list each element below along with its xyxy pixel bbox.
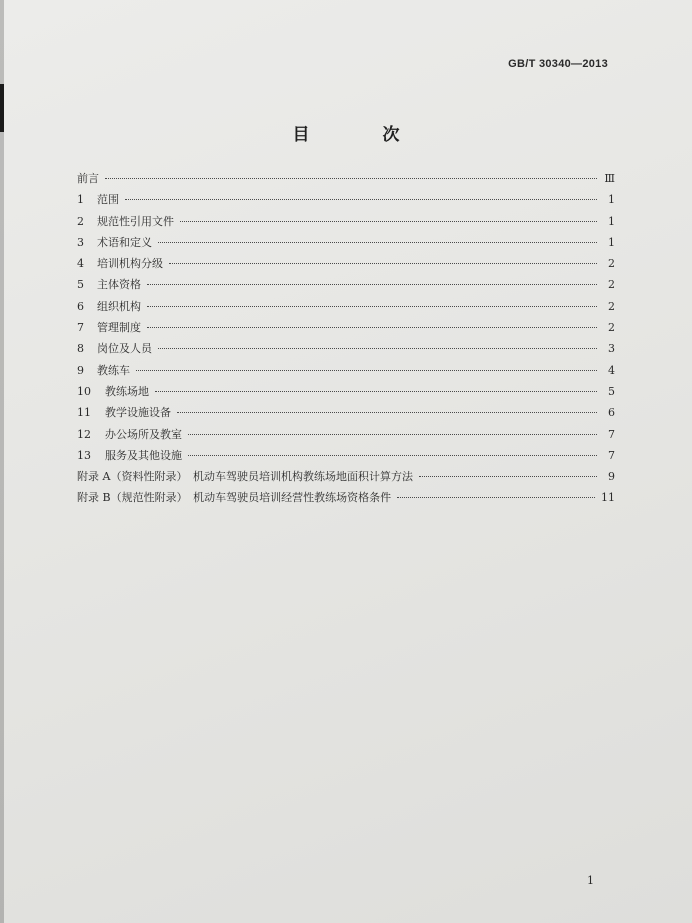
toc-entry-number: 5 xyxy=(77,278,84,292)
toc-entry-appendix-a[interactable] xyxy=(77,466,615,487)
toc-entry-title: 办公场所及教室 xyxy=(105,427,182,441)
toc-entry-title: 术语和定义 xyxy=(97,235,152,249)
toc-leader-dots xyxy=(188,434,597,435)
toc-entry-7[interactable] xyxy=(77,317,615,338)
toc-entry-page: Ⅲ xyxy=(604,172,615,185)
toc-entry-10[interactable] xyxy=(77,381,615,402)
toc-entry-5[interactable] xyxy=(77,274,615,295)
toc-entry-number: 3 xyxy=(77,235,84,249)
toc-leader-dots xyxy=(147,327,597,328)
toc-leader-dots xyxy=(125,199,597,200)
toc-entry-page: 3 xyxy=(608,342,615,356)
toc-leader-dots xyxy=(180,221,597,222)
toc-entry-page: 11 xyxy=(601,491,615,505)
toc-entry-title: 范围 xyxy=(97,193,119,207)
toc-entry-title: 岗位及人员 xyxy=(97,342,152,356)
toc-entry-number: 9 xyxy=(77,363,84,377)
toc-leader-dots xyxy=(419,476,597,477)
toc-leader-dots xyxy=(177,412,597,413)
toc-entry-number: 12 xyxy=(77,427,91,441)
toc-entry-page: 2 xyxy=(608,299,615,313)
toc-entry-page: 1 xyxy=(608,214,615,228)
toc-leader-dots xyxy=(158,242,597,243)
toc-entry-number: 8 xyxy=(77,342,84,356)
toc-entry-page: 9 xyxy=(608,470,615,484)
toc-leader-dots xyxy=(158,348,597,349)
toc-leader-dots xyxy=(147,284,597,285)
toc-entry-title: 规范性引用文件 xyxy=(97,214,174,228)
toc-entry-page: 1 xyxy=(608,193,615,207)
toc-entry-page: 2 xyxy=(608,278,615,292)
toc-entry-title: 组织机构 xyxy=(97,299,141,313)
toc-entry-12[interactable] xyxy=(77,424,615,445)
toc-leader-dots xyxy=(136,370,597,371)
toc-entry-number: 10 xyxy=(77,384,91,398)
page-number: 1 xyxy=(587,874,594,887)
toc-entry-page: 5 xyxy=(608,384,615,398)
toc-title: 目 次 xyxy=(292,125,428,145)
toc-entry-number: 1 xyxy=(77,193,84,207)
toc-entry-9[interactable] xyxy=(77,360,615,381)
toc-leader-dots xyxy=(169,263,597,264)
toc-entry-page: 4 xyxy=(608,363,615,377)
toc-entry-appendix-b[interactable] xyxy=(77,487,615,508)
toc-leader-dots xyxy=(147,306,597,307)
toc-entry-8[interactable] xyxy=(77,338,615,359)
toc-entry-4[interactable] xyxy=(77,253,615,274)
toc-entry-number: 4 xyxy=(77,257,84,271)
toc-entry-page: 2 xyxy=(608,257,615,271)
toc-entry-number: 7 xyxy=(77,321,84,335)
table-of-contents xyxy=(77,168,615,509)
toc-entry-title: 服务及其他设施 xyxy=(105,448,182,462)
toc-leader-dots xyxy=(155,391,597,392)
toc-entry-6[interactable] xyxy=(77,296,615,317)
toc-entry-title: 主体资格 xyxy=(97,278,141,292)
toc-entry-13[interactable] xyxy=(77,445,615,466)
toc-entry-title: 教练场地 xyxy=(105,384,149,398)
toc-entry-page: 1 xyxy=(608,235,615,249)
toc-entry-page: 7 xyxy=(608,427,615,441)
toc-entry-title: 附录 B（规范性附录） 机动车驾驶员培训经营性教练场资格条件 xyxy=(77,491,392,505)
toc-entry-11[interactable] xyxy=(77,402,615,423)
toc-entry-2[interactable] xyxy=(77,211,615,232)
toc-leader-dots xyxy=(105,178,597,179)
toc-entry-page: 6 xyxy=(608,406,615,420)
toc-entry-number: 13 xyxy=(77,448,91,462)
toc-entry-number: 11 xyxy=(77,406,91,420)
toc-leader-dots xyxy=(397,497,595,498)
toc-entry-foreword[interactable] xyxy=(77,168,615,189)
toc-entry-title: 教学设施设备 xyxy=(105,406,171,420)
toc-entry-title: 教练车 xyxy=(97,363,130,377)
document-code: GB/T 30340—2013 xyxy=(508,58,608,70)
toc-entry-number: 2 xyxy=(77,214,84,228)
toc-entry-title: 管理制度 xyxy=(97,321,141,335)
toc-entry-page: 7 xyxy=(608,448,615,462)
toc-entry-number: 6 xyxy=(77,299,84,313)
toc-entry-3[interactable] xyxy=(77,232,615,253)
toc-entry-title: 培训机构分级 xyxy=(97,257,163,271)
toc-entry-page: 2 xyxy=(608,321,615,335)
toc-entry-title: 附录 A（资料性附录） 机动车驾驶员培训机构教练场地面积计算方法 xyxy=(77,470,413,484)
toc-entry-1[interactable] xyxy=(77,189,615,210)
toc-leader-dots xyxy=(188,455,597,456)
toc-entry-title: 前言 xyxy=(77,172,99,185)
